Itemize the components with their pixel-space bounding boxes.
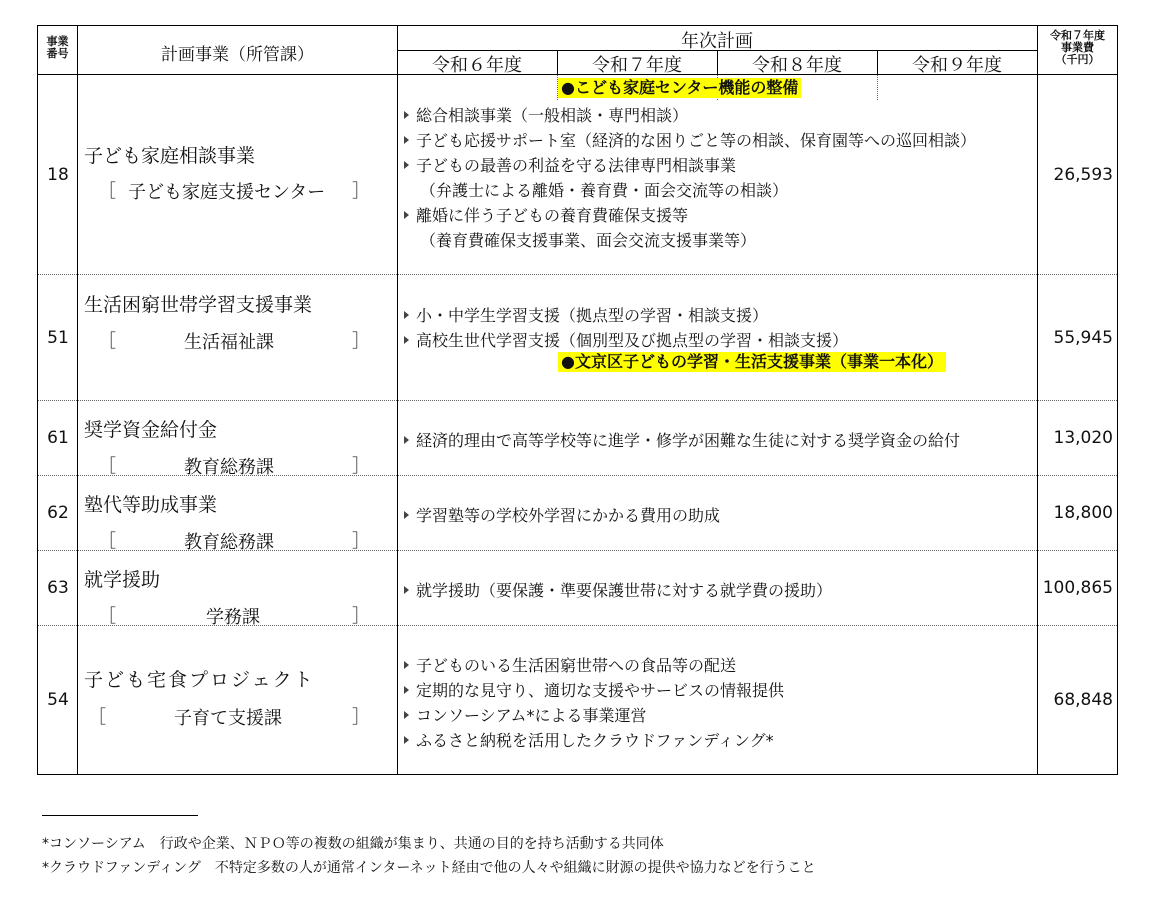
bracket-open: ［ bbox=[88, 707, 106, 728]
header-year-r9: 令和９年度 bbox=[912, 55, 1002, 76]
bullet-triangle-icon bbox=[404, 511, 409, 519]
list-item bbox=[404, 703, 647, 726]
header-no-line1: 事業 bbox=[46, 35, 69, 48]
row-number: 62 bbox=[47, 503, 69, 523]
list-item bbox=[404, 503, 720, 526]
header-project: 計画事業（所管課） bbox=[161, 45, 314, 65]
amount: 18,800 bbox=[1053, 503, 1113, 523]
amount: 68,848 bbox=[1053, 690, 1113, 710]
header-no-line2: 番号 bbox=[46, 47, 69, 60]
footnote-crowdfunding: *クラウドファンディング 不特定多数の人が通常インターネット経由で他の人々や組織に財源の提供や協力などを行うこと bbox=[42, 860, 816, 876]
department: 生活福祉課 bbox=[184, 332, 274, 353]
department: 子育て支援課 bbox=[174, 708, 282, 729]
bracket-open: ［ bbox=[98, 181, 116, 202]
department: 教育総務課 bbox=[184, 532, 274, 553]
bracket-close: ］ bbox=[352, 331, 370, 352]
bracket-close: ］ bbox=[352, 456, 370, 477]
header-year-r7: 令和７年度 bbox=[592, 55, 682, 76]
list-item bbox=[404, 728, 774, 751]
footnote-consortium: *コンソーシアム 行政や企業、ＮＰＯ等の複数の組織が集まり、共通の目的を持ち活動する共同体 bbox=[42, 836, 664, 852]
row-number: 63 bbox=[47, 578, 69, 598]
item-text: 定期的な見守り、適切な支援やサービスの情報提供 bbox=[416, 681, 785, 700]
row-number: 61 bbox=[47, 428, 69, 448]
item-text: ふるさと納税を活用したクラウドファンディング* bbox=[416, 731, 774, 750]
row-number: 54 bbox=[47, 690, 69, 710]
bullet-triangle-icon bbox=[404, 661, 409, 669]
department: 学務課 bbox=[206, 607, 260, 628]
bracket-close: ］ bbox=[352, 606, 370, 627]
highlight-label: ●文京区子どもの学習・生活支援事業（事業一本化） bbox=[558, 352, 946, 372]
bullet-triangle-icon bbox=[404, 686, 409, 694]
header-plan: 年次計画 bbox=[681, 31, 753, 52]
bracket-open: ［ bbox=[98, 456, 116, 477]
item-subtext: （養育費確保支援事業、面会交流支援事業等） bbox=[420, 231, 757, 250]
bullet-triangle-icon bbox=[404, 586, 409, 594]
item-subtext: （弁護士による離婚・養育費・面会交流等の相談） bbox=[420, 181, 789, 200]
amount: 13,020 bbox=[1053, 428, 1113, 448]
project-name: 子ども家庭相談事業 bbox=[84, 145, 256, 167]
header-cost-line3: （千円） bbox=[1055, 53, 1100, 66]
item-text: 離婚に伴う子どもの養育費確保支援等 bbox=[416, 206, 689, 225]
project-name: 奨学資金給付金 bbox=[84, 419, 218, 441]
amount: 26,593 bbox=[1053, 165, 1113, 185]
list-item bbox=[404, 103, 688, 126]
header-cost-line1: 令和７年度 bbox=[1050, 29, 1105, 42]
list-item bbox=[404, 128, 976, 151]
header-no bbox=[38, 36, 77, 60]
bullet-triangle-icon bbox=[404, 311, 409, 319]
department: 教育総務課 bbox=[184, 457, 274, 478]
list-item bbox=[404, 153, 736, 176]
bracket-open: ［ bbox=[98, 331, 116, 352]
header-cost-line2: 事業費 bbox=[1061, 41, 1094, 54]
header-year-r8: 令和８年度 bbox=[752, 55, 842, 76]
row-number: 51 bbox=[47, 328, 69, 348]
highlight-label: ●こども家庭センター機能の整備 bbox=[558, 78, 801, 98]
bracket-close: ］ bbox=[352, 531, 370, 552]
list-item bbox=[404, 303, 768, 326]
item-text: 学習塾等の学校外学習にかかる費用の助成 bbox=[416, 506, 721, 525]
item-text: 経済的理由で高等学校等に進学・修学が困難な生徒に対する奨学資金の給付 bbox=[416, 431, 961, 450]
bullet-triangle-icon bbox=[404, 211, 409, 219]
bullet-triangle-icon bbox=[404, 161, 409, 169]
project-name: 生活困窮世帯学習支援事業 bbox=[84, 294, 313, 316]
list-item bbox=[404, 578, 832, 601]
bullet-triangle-icon bbox=[404, 136, 409, 144]
department: 子ども家庭支援センター bbox=[128, 182, 326, 203]
list-item bbox=[404, 653, 736, 676]
bracket-close: ］ bbox=[352, 181, 370, 202]
amount: 100,865 bbox=[1042, 578, 1113, 598]
bullet-triangle-icon bbox=[404, 336, 409, 344]
list-item bbox=[404, 678, 784, 701]
bullet-triangle-icon bbox=[404, 111, 409, 119]
item-text: 小・中学生学習支援（拠点型の学習・相談支援） bbox=[416, 306, 769, 325]
bullet-triangle-icon bbox=[404, 736, 409, 744]
amount: 55,945 bbox=[1053, 328, 1113, 348]
item-text: 子どもの最善の利益を守る法律専門相談事業 bbox=[416, 156, 737, 175]
project-name: 塾代等助成事業 bbox=[84, 494, 218, 516]
bullet-triangle-icon bbox=[404, 436, 409, 444]
bullet-triangle-icon bbox=[404, 711, 409, 719]
item-text: 高校生世代学習支援（個別型及び拠点型の学習・相談支援） bbox=[416, 331, 849, 350]
list-item bbox=[404, 428, 960, 451]
project-name: 子ども宅食プロジェクト bbox=[84, 669, 315, 691]
list-item bbox=[404, 203, 688, 226]
header-year-r6: 令和６年度 bbox=[432, 55, 522, 76]
item-text: 就学援助（要保護・準要保護世帯に対する就学費の援助） bbox=[416, 581, 833, 600]
item-text: 子ども応援サポート室（経済的な困りごと等の相談、保育園等への巡回相談） bbox=[416, 131, 977, 150]
list-item bbox=[404, 328, 848, 351]
bracket-open: ［ bbox=[98, 606, 116, 627]
item-text: コンソーシアム*による事業運営 bbox=[416, 706, 647, 725]
bracket-close: ］ bbox=[352, 707, 370, 728]
bracket-open: ［ bbox=[98, 531, 116, 552]
header-cost bbox=[1038, 30, 1117, 66]
project-name: 就学援助 bbox=[84, 569, 161, 591]
row-number: 18 bbox=[47, 165, 69, 185]
footnote-rule bbox=[42, 815, 198, 816]
item-text: 子どものいる生活困窮世帯への食品等の配送 bbox=[416, 656, 737, 675]
item-text: 総合相談事業（一般相談・専門相談） bbox=[416, 106, 689, 125]
